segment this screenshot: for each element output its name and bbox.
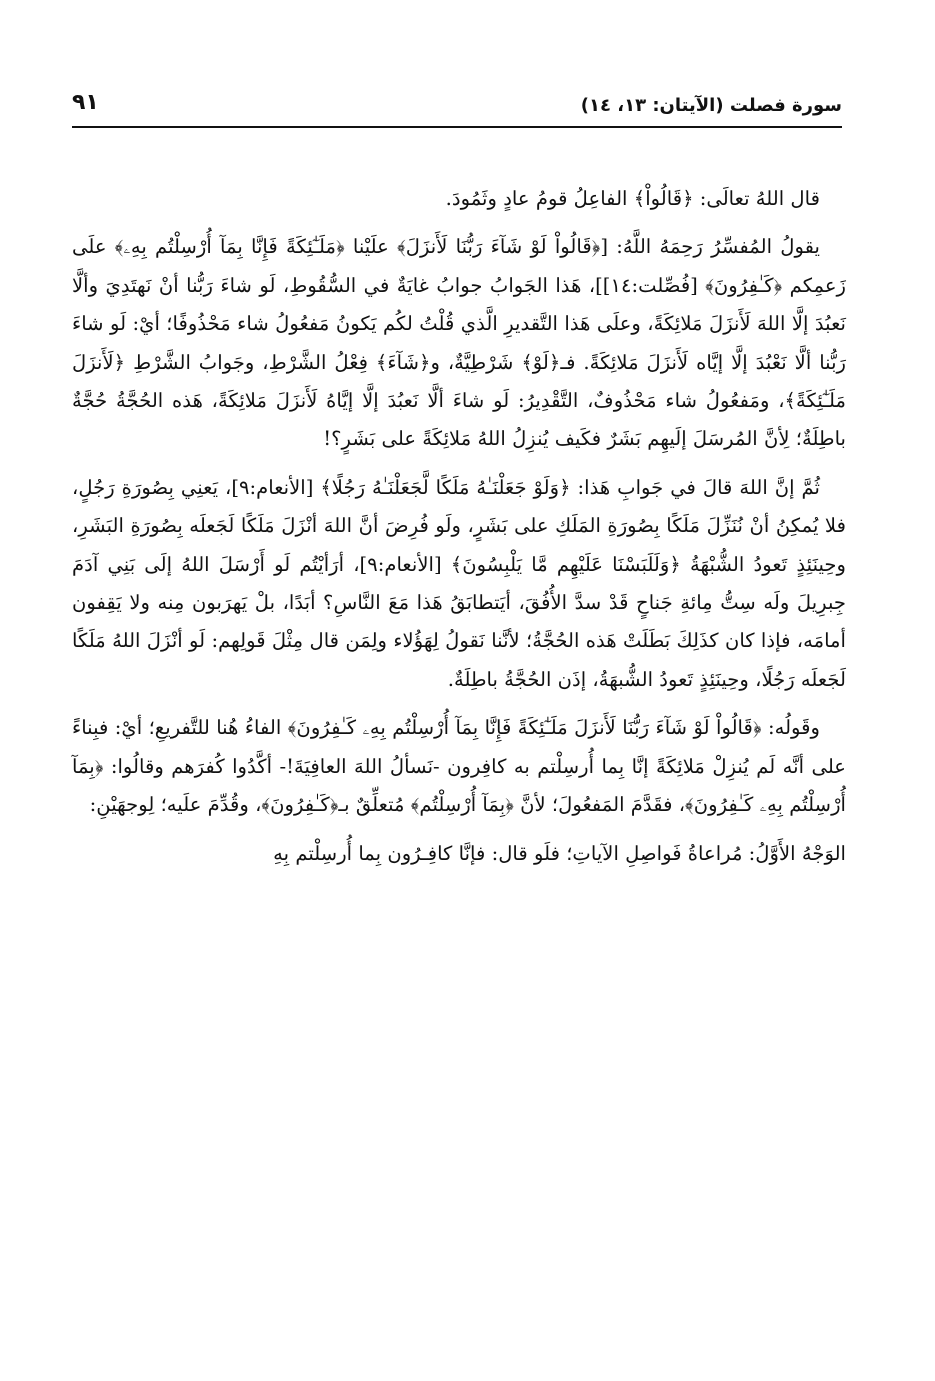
paragraph-commentary: يقولُ المُفسِّرُ رَحِمَهُ اللَّهُ: [﴿قَالُواْ لَوْ شَآءَ رَبُّنَا لَأَنزَلَ﴾ علَيْنا ﴿مَلَـٰٓئِكَةً فَإِنَّا بِمَآ أُرْسِلْتُم بِهِۦ﴾ علَى زَعمِكم ﴿كَـٰفِرُونَ﴾ [فُصِّلت:١٤]]، هَذا الجَوابُ جوابُ غايَةٌ في السُّقُوطِ، لَو شاءَ رَبُّنا أنْ نَهتَدِيَ وألَّا نَعبُدَ إلَّا اللهَ لَأَنزَلَ مَلائِكَةً، وعلَى هَذا التَّقديرِ الَّذي قُلْتُ لكُم يَكونُ مَفعُولُ شاء مَحْذُوفًا؛ أيْ: لَو شاءَ رَبُّنا ألَّا نَعْبُدَ إلَّا إيَّاه لَأَنزَلَ مَلائِكَةً. فـ﴿لَوْ﴾ شَرْطِيَّةٌ، و﴿شَآءَ﴾ فِعْلُ الشَّرْطِ، وجَوابُ الشَّرْطِ ﴿لَأَنزَلَ مَلَـٰٓئِكَةً﴾، ومَفعُولُ شاء مَحْذُوفٌ، التَّقْدِيرُ: لَو شاءَ ألَّا نَعبُدَ إلَّا إيَّاهُ لَأَنزَلَ مَلائِكَةً، هَذه الحُجَّةُ حُجَّةٌ باطِلَةٌ؛ لِأنَّ المُرسَلَ إلَيهِم بَشَرٌ فكَيف يُنزِلُ اللهُ مَلائِكَةً على بَشَرٍ؟! (72, 235, 846, 451)
paragraph-intro: قال اللهُ تعالَى: ﴿قَالُواْ﴾ الفاعِلُ قومُ عادٍ وثَمُودَ. (445, 187, 820, 210)
paragraph-first-reason: الوَجْهُ الأَوَّلُ: مُراعاةُ فَواصِلِ الآياتِ؛ فلَو قال: فإنَّا كافِـرُون بِما أُرسِلْتم بِهِ (273, 841, 846, 865)
running-title: سورة فصلت (الآيتان: ١٣، ١٤) (580, 95, 842, 116)
page-number: ٩١ (72, 90, 99, 115)
paragraph-analysis: وقَولُه: ﴿قَالُواْ لَوْ شَآءَ رَبُّنَا لَأَنزَلَ مَلَـٰٓئِكَةً فَإِنَّا بِمَآ أُرْسِلْتُم بِهِۦ كَـٰفِرُونَ﴾ الفاءُ هُنا للتَّفريعِ؛ أيْ: فبِناءً على أنَّه لَم يُنزِلْ مَلائِكَةً إنَّا بِما أُرسِلْتم به كافِرون -نَسألُ اللهَ العافِيَةَ!- أكَّدُوا كُفرَهم وقالُوا: ﴿بِمَآ أُرْسِلْتُم بِهِۦ كَـٰفِرُونَ﴾، فقَدَّمَ المَفعُولَ؛ لأنَّ ﴿بِمَآ أُرْسِلْتُم﴾ مُتعلِّقٌ بـ﴿كَـٰفِرُونَ﴾، وقُدِّمَ علَيه؛ لِوجهَيْنِ: (72, 716, 846, 817)
page-header (72, 92, 842, 128)
header-divider (72, 126, 842, 128)
page-body (72, 180, 846, 883)
paragraph-response: ثُمَّ إنَّ اللهَ قالَ في جَوابِ هَذا: ﴿وَلَوْ جَعَلْنَـٰهُ مَلَكًا لَّجَعَلْنَـٰهُ رَجُلًا﴾ [الأنعام:٩]، يَعنِي بِصُورَةِ رَجُلٍ، فلا يُمكِنُ أنْ نُنَزِّلَ مَلَكًا بِصُورَةِ المَلَكِ على بَشَرٍ، ولَو فُرِضَ أنَّ اللهَ أنْزَلَ مَلَكًا لَجَعلَه بِصُورَةِ البَشَرِ، وحِينَئِذٍ تَعودُ الشُّبْهَةُ ﴿وَلَلَبَسْنَا عَلَيْهِم مَّا يَلْبِسُونَ﴾ [الأنعام:٩]، أرَأيْتُم لَو أَرْسَلَ اللهُ إلَى بَنِي آدَمَ جِبرِيلَ ولَه سِتُّ مِائةِ جَناحٍ قَدْ سدَّ الأُفُقَ، أيَتطابَقُ هَذا مَعَ النَّاسِ؟ أبَدًا، بلْ يَهرَبون مِنه ولا يَقِفون أمامَه، فإذا كان كذَلِكَ بَطَلَتْ هَذه الحُجَّةُ؛ لأنَّنا نَقولُ لِهَؤُلاء ولِمَن قال مِثْلَ قَولِهم: لَو أنْزَلَ اللهُ مَلَكًا لَجَعلَه رَجُلًا، وحِينَئِذٍ تَعودُ الشُّبهَةُ، إذَن الحُجَّةُ باطِلَةٌ. (72, 475, 846, 691)
